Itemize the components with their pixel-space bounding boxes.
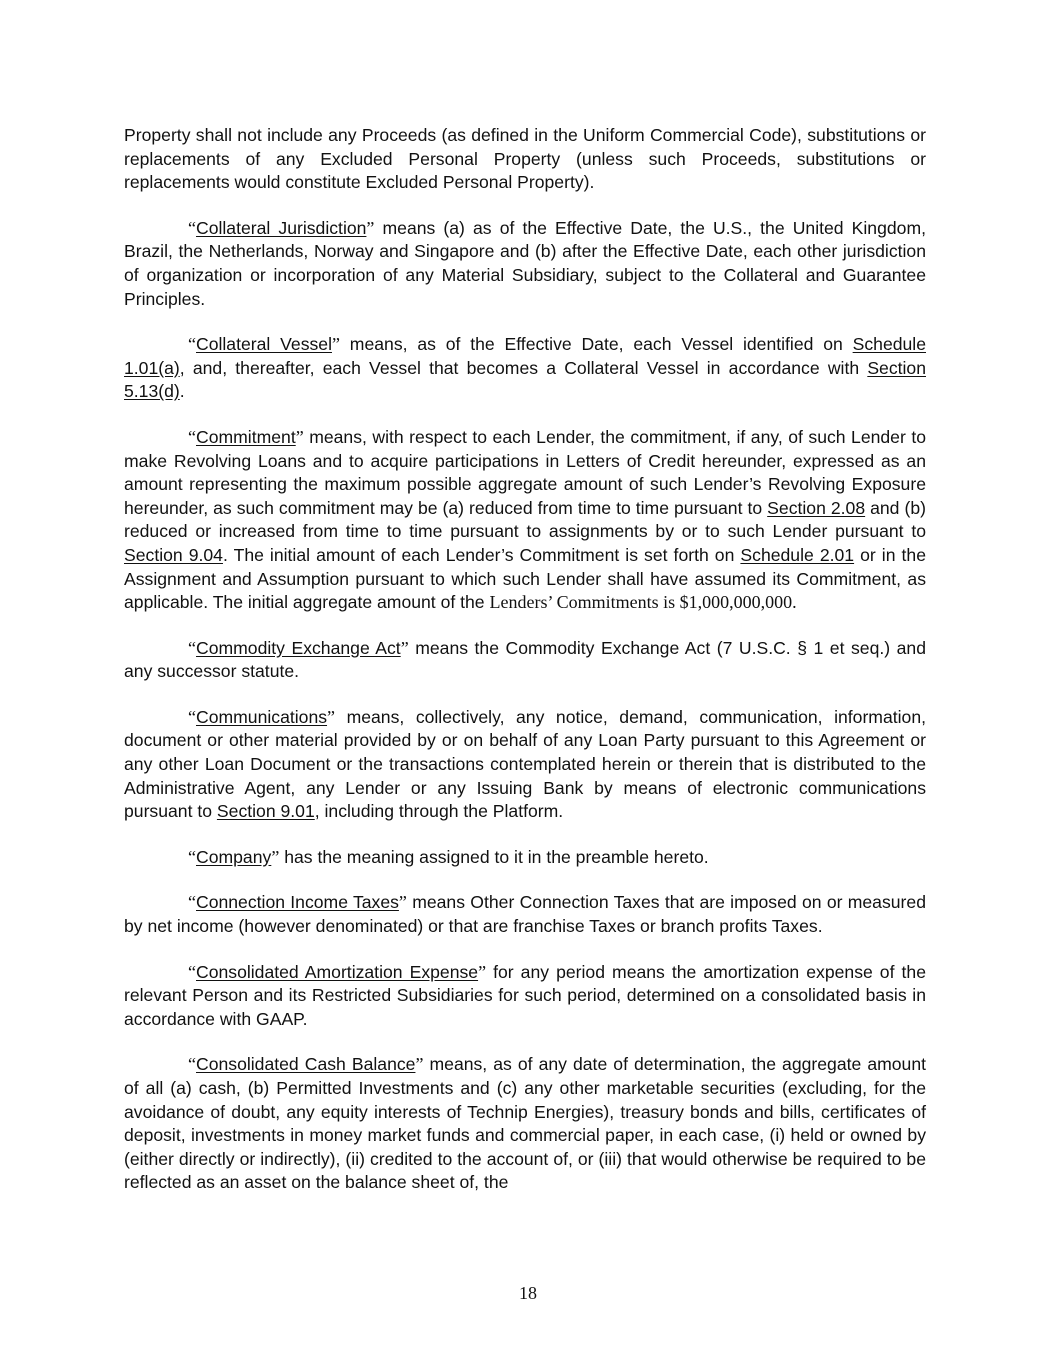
close-quote: ” (366, 217, 375, 238)
close-quote: ” (271, 846, 280, 867)
definition-text: , including through the Platform. (314, 801, 564, 822)
cross-reference-section-9-01: Section 9.01 (216, 801, 315, 822)
close-quote: ” (478, 961, 487, 982)
definition-text: or in the Assignment and Assumption pursuant to which such Lender shall have assumed its Commitment, as applicable. The initial aggregate amount of the (124, 544, 926, 613)
definition-text: , and, thereafter, each Vessel that becomes a Collateral Vessel in accordance with (179, 357, 868, 378)
open-quote: “ (188, 846, 196, 867)
defined-term: Company (196, 846, 272, 867)
page-number: 18 (519, 1283, 537, 1303)
definition-text: means (a) as of the Effective Date, the U.S., the United Kingdom, Brazil, the Netherlands, Norway and Singapore and (b) after the Effective Date, each other jurisdiction of organization or incorporation of any Material Subsidiary, subject to the Collateral and Guarantee Principles. (124, 217, 926, 309)
close-quote: ” (398, 892, 407, 913)
close-quote: ” (415, 1054, 424, 1075)
definition-collateral-vessel (124, 333, 926, 404)
definition-text: and (b) reduced or increased from time to time pursuant to assignments by or to such Lender pursuant to (124, 497, 926, 542)
open-quote: “ (188, 637, 196, 658)
defined-term: Communications (196, 706, 328, 727)
definition-communications (124, 706, 926, 824)
definition-text: means, as of any date of determination, the aggregate amount of all (a) cash, (b) Permitted Investments and (c) any other marketable securities (excluding, for the avoidance of doubt, any equity interests of Technip Energies), treasury bonds and bills, certificates of deposit, investments in money market funds and commercial paper, in each case, (i) held or owned by (either directly or indirectly), (ii) credited to the account of, or (iii) that would otherwise be required to be reflected as an asset on the balance sheet of, the (124, 1054, 926, 1193)
defined-term: Connection Income Taxes (196, 892, 399, 913)
close-quote: ” (327, 706, 336, 727)
definition-text: for any period means the amortization expense of the relevant Person and its Restricted Subsidiaries for such period, determined on a consolidated basis in accordance with GAAP. (124, 961, 926, 1029)
cross-reference-schedule-2-01: Schedule 2.01 (740, 544, 855, 565)
definition-commodity-exchange-act (124, 637, 926, 684)
paragraph-property-continuation (124, 124, 926, 195)
definition-consolidated-amortization-expense (124, 961, 926, 1032)
open-quote: “ (188, 706, 196, 727)
close-quote: ” (295, 426, 304, 447)
cross-reference-section-2-08: Section 2.08 (767, 497, 866, 518)
definition-text: means, with respect to each Lender, the commitment, if any, of such Lender to make Revolving Loans and to acquire participations in Letters of Credit hereunder, expressed as an amount representing the maximum possible aggregate amount of such Lender’s Revolving Exposure hereunder, as such commitment may be (a) reduced from time to time pursuant to (124, 426, 926, 518)
defined-term: Consolidated Amortization Expense (196, 961, 479, 982)
definition-consolidated-cash-balance (124, 1053, 926, 1195)
defined-term: Collateral Jurisdiction (196, 217, 367, 238)
open-quote: “ (188, 217, 196, 238)
definition-text-aggregate: Lenders’ Commitments is $1,000,000,000. (489, 592, 797, 613)
cross-reference-schedule-1-01a: Schedule 1.01(a) (124, 334, 926, 378)
paragraph-text: Property shall not include any Proceeds (as defined in the Uniform Commercial Code), substitutions or replacements of any Excluded Personal Property (unless such Proceeds, substitutions or replacements would constitute Excluded Personal Property). (124, 125, 926, 193)
defined-term: Commitment (196, 426, 296, 447)
definition-text: means the Commodity Exchange Act (7 U.S.C. § 1 et seq.) and any successor statute. (124, 637, 926, 682)
open-quote: “ (188, 892, 196, 913)
defined-term: Commodity Exchange Act (196, 637, 401, 658)
cross-reference-section-5-13d: Section 5.13(d) (124, 357, 926, 402)
cross-reference-section-9-04: Section 9.04 (124, 544, 223, 565)
defined-term: Consolidated Cash Balance (196, 1054, 416, 1075)
definition-text: means, as of the Effective Date, each Vessel identified on (339, 334, 853, 355)
document-body (124, 124, 926, 1217)
defined-term: Collateral Vessel (196, 334, 332, 355)
definition-connection-income-taxes (124, 891, 926, 938)
open-quote: “ (188, 426, 196, 447)
open-quote: “ (188, 961, 196, 982)
definition-text: . The initial amount of each Lender’s Commitment is set forth on (222, 544, 741, 565)
definition-text: has the meaning assigned to it in the preamble hereto. (279, 846, 709, 867)
definition-collateral-jurisdiction (124, 217, 926, 311)
definition-company (124, 846, 926, 870)
close-quote: ” (331, 334, 340, 355)
definition-text: means Other Connection Taxes that are imposed on or measured by net income (however denominated) or that are franchise Taxes or branch profits Taxes. (124, 892, 926, 937)
open-quote: “ (188, 334, 196, 355)
close-quote: ” (400, 637, 409, 658)
definition-text: . (179, 381, 185, 402)
definition-text: means, collectively, any notice, demand, communication, information, document or other material provided by or on behalf of any Loan Party pursuant to this Agreement or any other Loan Document or the transactions contemplated herein or therein that is distributed to the Administrative Agent, any Lender or any Issuing Bank by means of electronic communications pursuant to (124, 706, 926, 822)
open-quote: “ (188, 1054, 196, 1075)
definition-commitment (124, 426, 926, 615)
